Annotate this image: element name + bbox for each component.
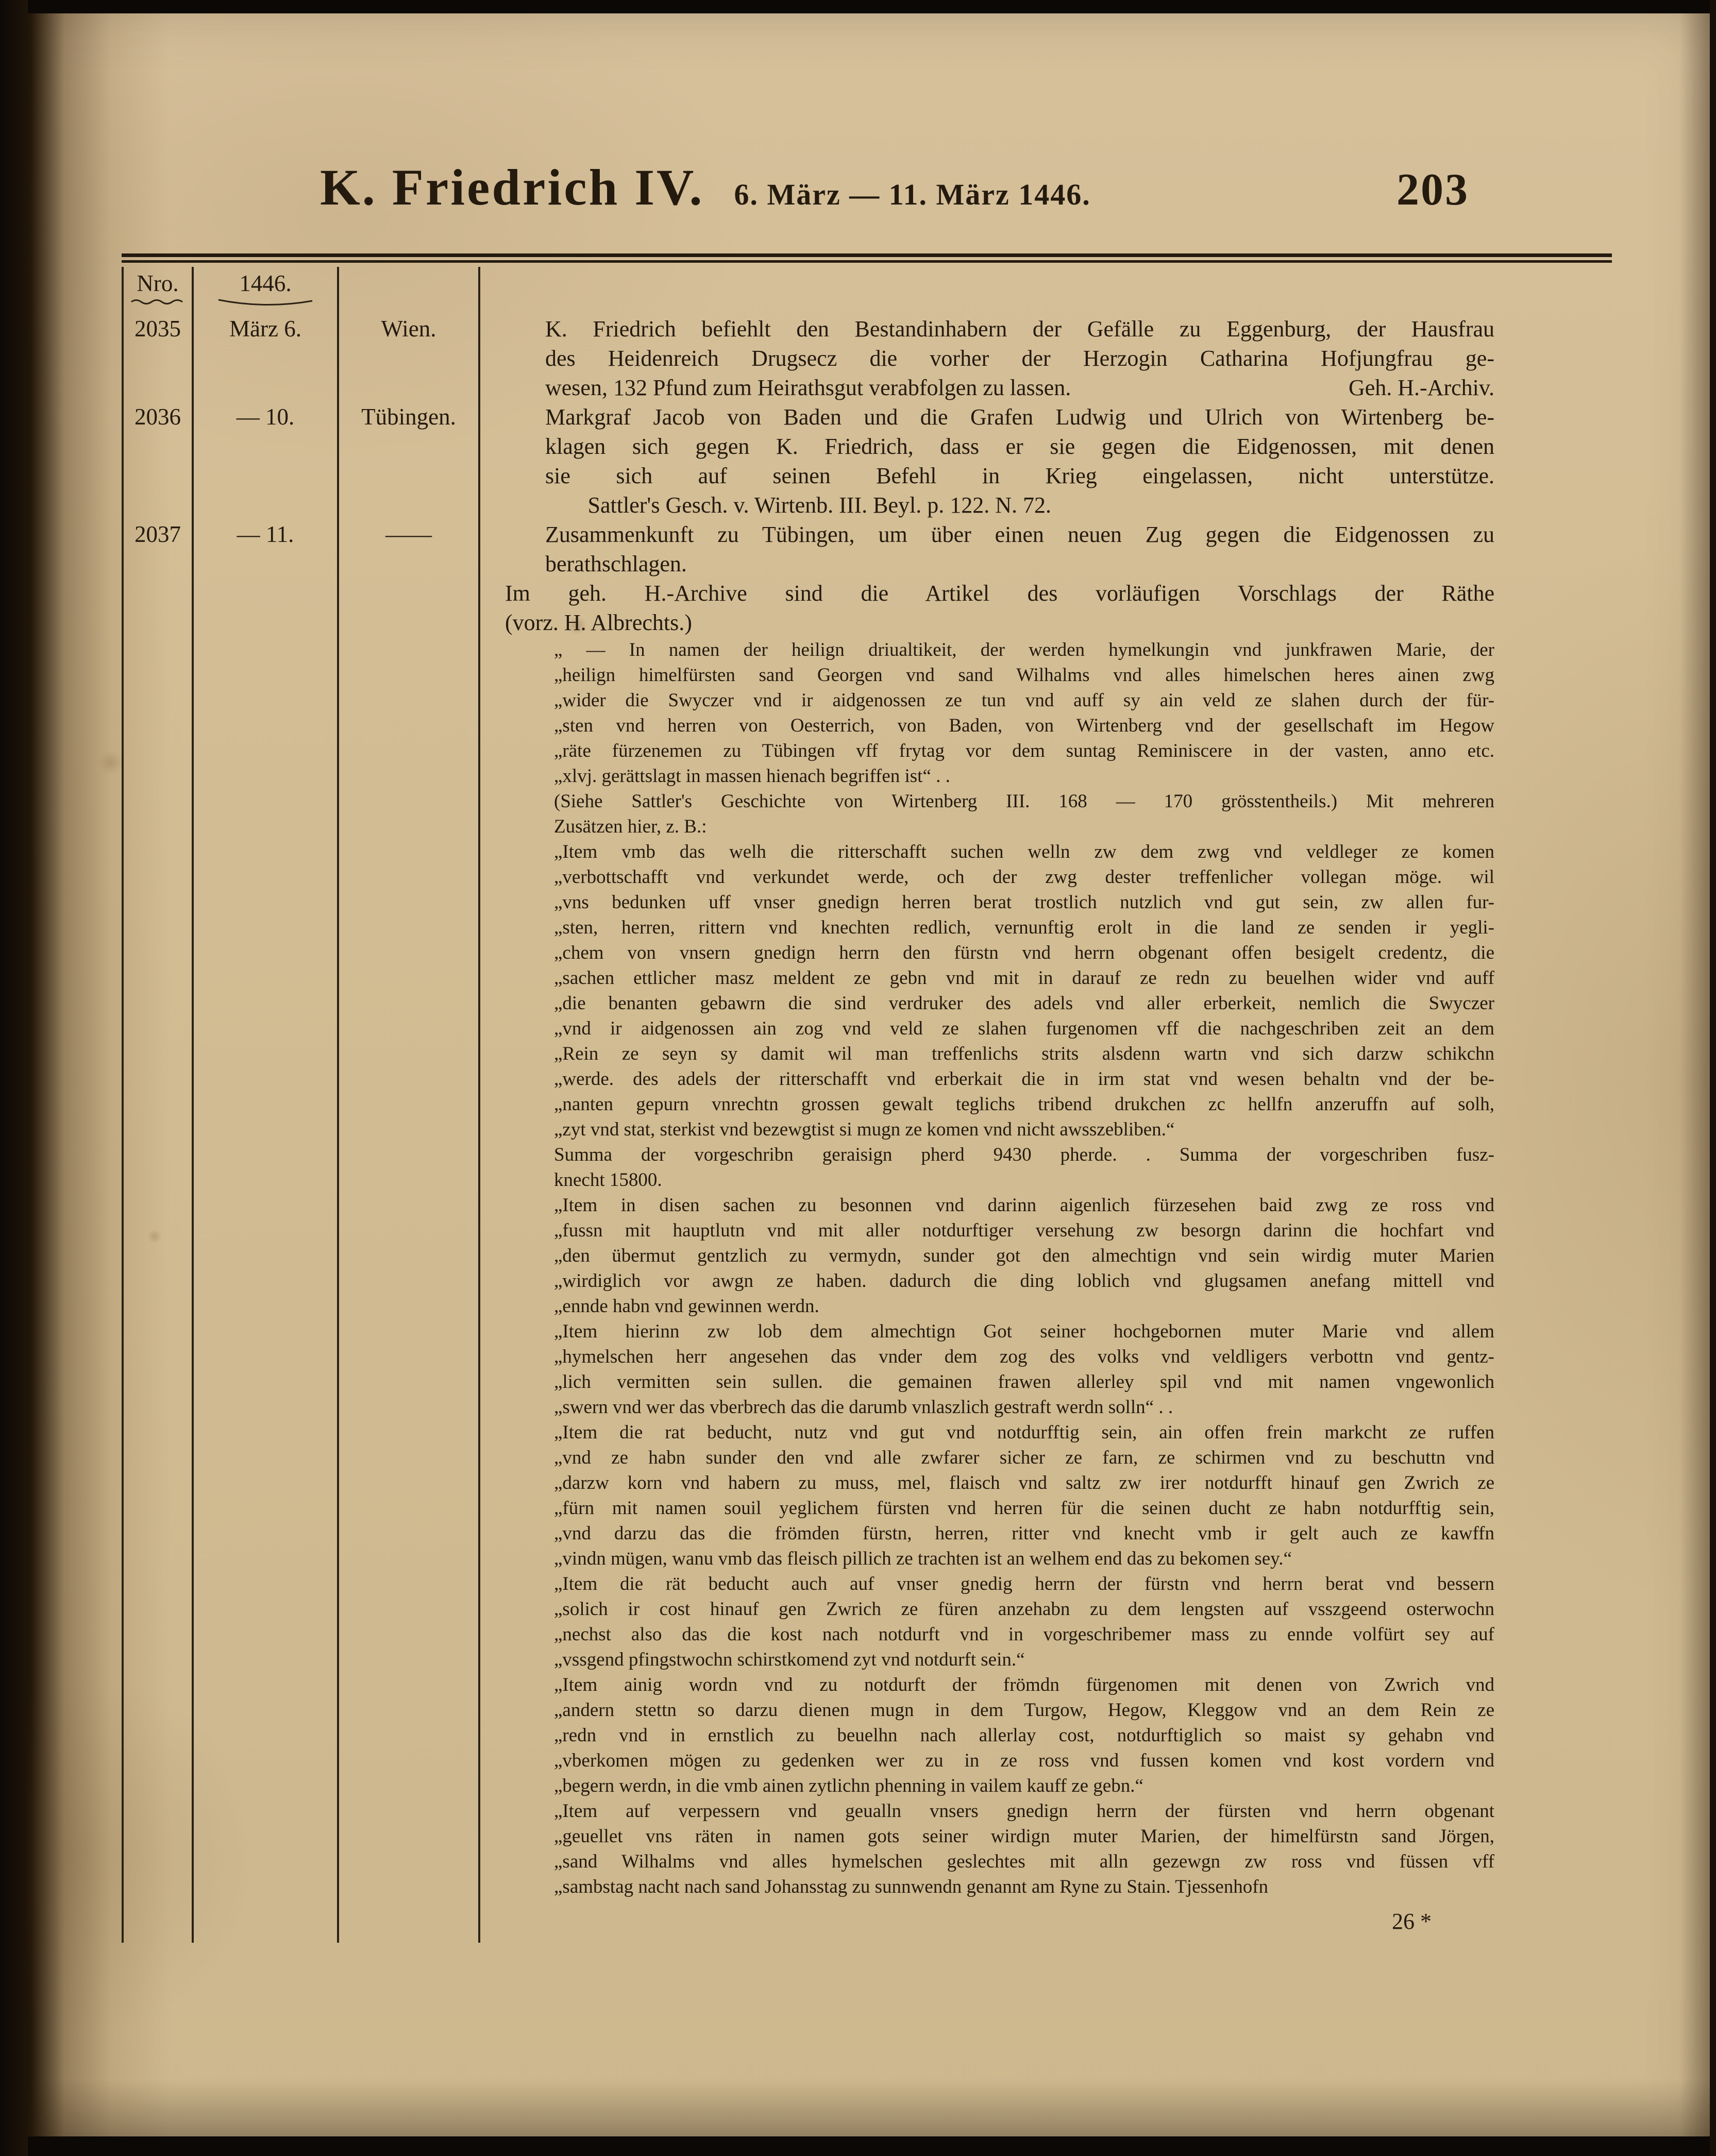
line-text: „nanten gepurn vnrechtn grossen gewalt teglichs tribend drukchen zc hellfn anzeruffn auf solh,	[554, 1094, 1494, 1115]
paragraph	[554, 839, 1494, 1142]
line-text: „fürn mit namen souil yeglichem fürsten vnd herren für die seinen ducht ze habn notdurfftig sein,	[554, 1498, 1494, 1519]
paragraph	[554, 1420, 1494, 1571]
text-line	[554, 738, 1494, 763]
line-text: „vnd ze habn sunder den vnd alle zwfarer sicher ze farn, ze schirmen vnd zu beschuttn vnd	[554, 1447, 1494, 1468]
line-text: „sand Wilhalms vnd alles hymelschen geslechtes mit alln gezewgn zw ross vnd füssen vff	[554, 1851, 1494, 1872]
entry-date-text: — 10.	[236, 404, 295, 430]
line-text: „chem von vnsern gnedign herrn den fürstn vnd herrn obgenant offen besigelt credentz, die	[554, 942, 1494, 963]
text-line	[554, 965, 1494, 991]
paragraph	[554, 1798, 1494, 1899]
entry-number-text: 2035	[134, 316, 181, 342]
line-text: „räte fürzenemen zu Tübingen vff frytag vor dem suntag Reminiscere in der vasten, anno etc.	[554, 740, 1494, 761]
line-text: klagen sich gegen K. Friedrich, dass er sie gegen die Eidgenossen, mit denen	[545, 434, 1494, 459]
text-line	[554, 789, 1494, 814]
sheet-signature: 26 *	[1392, 1909, 1432, 1934]
entry-paragraphs	[505, 520, 1494, 1899]
text-line	[554, 1647, 1494, 1672]
line-text: „sten, herren, rittern vnd knechten redlich, vernunftig erolt in die land ze senden ir yegli-	[554, 917, 1494, 938]
column-rule-filler-nro	[122, 1899, 194, 1943]
text-line	[554, 1723, 1494, 1748]
entry-place	[339, 520, 480, 1899]
text-line	[554, 814, 1494, 839]
line-text: „wirdiglich vor awgn ze haben. dadurch die ding loblich vnd glugsamen anefang mittell vnd	[554, 1270, 1494, 1292]
entry-number-text: 2037	[134, 521, 181, 547]
entry-place	[339, 402, 480, 520]
nro-label: Nro.	[137, 270, 179, 296]
line-text: wesen, 132 Pfund zum Heirathsgut verabfolgen zu lassen.	[545, 375, 1071, 400]
entry-place-text: Tübingen.	[361, 404, 456, 430]
entry-place-text: ——	[385, 521, 432, 547]
line-text: „vnd darzu das die frömden fürstn, herren, ritter vnd knecht vmb ir gelt auch ze kawffn	[554, 1523, 1494, 1544]
line-text: Sattler's Gesch. v. Wirtenb. III. Beyl. p. 122. N. 72.	[587, 493, 1051, 518]
line-text: „nechst also das die kost nach notdurft vnd in vorgeschribemer mass zu ennde volfürt sey auf	[554, 1624, 1494, 1645]
text-line	[554, 1748, 1494, 1773]
text-line	[554, 713, 1494, 738]
wavy-underline-icon	[129, 298, 186, 306]
paragraph	[505, 402, 1494, 520]
text-line	[554, 991, 1494, 1016]
text-line	[554, 763, 1494, 789]
paragraph	[554, 1193, 1494, 1319]
entry-body	[480, 520, 1612, 1899]
curved-underline-icon	[216, 298, 314, 308]
scan-edge-right	[1710, 0, 1716, 2156]
entry-paragraphs	[505, 402, 1494, 520]
column-rule-filler-date	[194, 1899, 339, 1943]
text-line	[505, 432, 1494, 461]
text-line	[554, 1218, 1494, 1243]
text-line	[554, 1344, 1494, 1369]
column-header-year	[194, 267, 339, 314]
text-line	[505, 461, 1494, 490]
line-text: „werde. des adels der ritterschafft vnd erberkait die in irm stat vnd wesen behaltn vnd der be-	[554, 1068, 1494, 1090]
text-line	[554, 1773, 1494, 1798]
text-line	[505, 402, 1494, 432]
book-gutter-edge	[0, 0, 28, 2156]
text-line	[554, 1470, 1494, 1496]
entry-date	[194, 520, 339, 1899]
line-text: „ — In namen der heilign driualtikeit, der werden hymelkungin vnd junkfrawen Marie, der	[554, 639, 1494, 660]
text-line	[554, 1672, 1494, 1697]
line-text: „Item die rät beducht auch auf vnser gnedig herrn der fürstn vnd herrn berat vnd bessern	[554, 1573, 1494, 1594]
running-head-title: K. Friedrich IV.	[320, 159, 704, 216]
text-line	[554, 1849, 1494, 1874]
column-header-nro	[122, 267, 194, 314]
text-line	[554, 839, 1494, 864]
text-line	[554, 1874, 1494, 1899]
entry-body	[480, 314, 1612, 402]
text-line	[554, 1066, 1494, 1092]
text-line	[554, 1294, 1494, 1319]
line-text: „Rein ze seyn sy damit wil man treffenlichs strits alsdenn wartn vnd sich darzw schikchn	[554, 1043, 1494, 1064]
text-line	[554, 940, 1494, 965]
entry-place-text: Wien.	[381, 316, 436, 342]
entry-date	[194, 314, 339, 402]
line-text: „xlvj. gerättslagt in massen hienach begriffen ist“ . .	[554, 766, 950, 787]
line-text: sie sich auf seinen Befehl in Krieg eingelassen, nicht unterstütze.	[545, 463, 1494, 488]
entry-number	[122, 520, 194, 1899]
column-rule-filler-place	[339, 1899, 480, 1943]
text-line	[554, 1243, 1494, 1268]
text-line	[554, 1571, 1494, 1597]
entry-number-text: 2036	[134, 404, 181, 430]
scan-edge-top	[0, 0, 1716, 13]
text-line	[554, 688, 1494, 713]
text-line	[505, 520, 1494, 549]
header-double-rule	[122, 253, 1612, 263]
regesta-table	[122, 267, 1612, 1943]
page-header	[122, 158, 1612, 217]
paragraph	[505, 520, 1494, 579]
line-text: „sachen ettlicher masz meldent ze gebn vnd mit in darauf ze redn zu beuelhen wider vnd auff	[554, 967, 1494, 989]
text-line	[505, 490, 1051, 520]
text-line	[554, 1546, 1494, 1571]
text-line	[554, 1117, 1494, 1142]
entry-date	[194, 402, 339, 520]
entry-place	[339, 314, 480, 402]
text-line	[554, 1824, 1494, 1849]
text-line	[554, 1193, 1494, 1218]
line-text: (vorz. H. Albrechts.)	[505, 610, 692, 635]
column-header-text	[480, 267, 1612, 314]
text-line	[554, 637, 1494, 663]
column-header-place	[339, 267, 480, 314]
line-text: Zusätzen hier, z. B.:	[554, 816, 707, 837]
paragraph	[554, 1142, 1494, 1193]
line-text: „darzw korn vnd habern zu muss, mel, flaisch vnd saltz zw irer notdurfft hinauf gen Zwrich ze	[554, 1472, 1494, 1493]
line-text: K. Friedrich befiehlt den Bestandinhabern der Gefälle zu Eggenburg, der Hausfrau	[545, 316, 1494, 342]
line-text: „Item ainig wordn vnd zu notdurft der frömdn fürgenomen mit denen von Zwrich vnd	[554, 1674, 1494, 1695]
text-line	[554, 1369, 1494, 1395]
line-text: „lich vermitten sein sullen. die gemainen frawen allerley spil vnd mit namen vngewonlich	[554, 1371, 1494, 1393]
paragraph	[505, 579, 1494, 637]
text-line	[505, 314, 1494, 344]
entry-body	[480, 402, 1612, 520]
line-text: knecht 15800.	[554, 1169, 662, 1191]
text-line	[554, 663, 1494, 688]
entry-number	[122, 314, 194, 402]
paragraph	[554, 1319, 1494, 1420]
page-number: 203	[1397, 165, 1469, 215]
line-text: Summa der vorgeschribn geraisign pherd 9430 pherde. . Summa der vorgeschriben fusz-	[554, 1144, 1494, 1165]
text-line	[554, 1092, 1494, 1117]
text-line	[554, 1798, 1494, 1824]
paragraph	[505, 314, 1494, 402]
entry-date-text: März 6.	[229, 316, 301, 342]
text-line	[505, 373, 1494, 402]
line-text: „Item in disen sachen zu besonnen vnd darinn aigenlich fürzesehen baid zwg ze ross vnd	[554, 1195, 1494, 1216]
source-reference: Geh. H.-Archiv.	[1348, 375, 1494, 400]
line-text: „Item hierinn zw lob dem almechtign Got seiner hochgebornen muter Marie vnd allem	[554, 1321, 1494, 1342]
text-line	[554, 1445, 1494, 1470]
line-text: „solich ir cost hinauf gen Zwrich ze füren anzehabn zu dem lengsten auf vsszgeend osterwochn	[554, 1599, 1494, 1620]
running-head-date-range: 6. März — 11. März 1446.	[734, 178, 1091, 211]
text-line	[554, 1167, 1494, 1193]
line-text: „andern stettn so darzu dienen mugn in dem Turgow, Hegow, Kleggow vnd an dem Rein ze	[554, 1700, 1494, 1721]
entry-paragraphs	[505, 314, 1494, 402]
line-text: „sten vnd herren von Oesterrich, von Baden, von Wirtenberg vnd der gesellschaft im Hegow	[554, 715, 1494, 736]
entry-number	[122, 402, 194, 520]
line-text: „vberkomen mögen zu gedenken wer zu in ze ross vnd fussen komen vnd kost vordern vnd	[554, 1750, 1494, 1771]
line-text: „redn vnd in ernstlich zu beuelhn nach allerlay cost, notdurftiglich so maist sy gehabn vnd	[554, 1725, 1494, 1746]
line-text: „vssgend pfingstwochn schirstkomend zyt vnd notdurft sein.“	[554, 1649, 1025, 1670]
text-line	[554, 864, 1494, 890]
line-text: des Heidenreich Drugsecz die vorher der Herzogin Catharina Hofjungfrau ge-	[545, 346, 1494, 371]
paragraph	[554, 637, 1494, 789]
text-line	[554, 1395, 1494, 1420]
line-text: Markgraf Jacob von Baden und die Grafen Ludwig und Ulrich von Wirtenberg be-	[545, 404, 1494, 430]
line-text: „heilign himelfürsten sand Georgen vnd sand Wilhalms vnd alles himelschen heres ainen zwg	[554, 665, 1494, 686]
line-text: „geuellet vns räten in namen gots seiner wirdign muter Marien, der himelfürstn sand Jörgen,	[554, 1826, 1494, 1847]
line-text: „sambstag nacht nach sand Johansstag zu sunnwendn genannt am Ryne zu Stain. Tjessenhofn	[554, 1876, 1269, 1897]
line-text: (Siehe Sattler's Geschichte von Wirtenberg III. 168 — 170 grösstentheils.) Mit mehreren	[554, 791, 1494, 812]
line-text: „swern vnd wer das vberbrech das die darumb vnlaszlich gestraft werdn solln“ . .	[554, 1397, 1173, 1418]
line-text: „den übermut gentzlich zu vermydn, sunder got den almechtign vnd sein wirdig muter Marien	[554, 1245, 1494, 1266]
paragraph	[554, 1571, 1494, 1672]
line-text: „Item auf verpessern vnd geualln vnsers gnedign herrn der fürsten vnd herrn obgenant	[554, 1801, 1494, 1822]
text-line	[554, 1496, 1494, 1521]
text-line	[505, 549, 1494, 579]
text-line	[554, 1622, 1494, 1647]
text-line	[554, 890, 1494, 915]
footer-area	[480, 1899, 1612, 1943]
text-line	[554, 1521, 1494, 1546]
line-text: „verbottschafft vnd verkundet werde, och der zwg dester treffenlicher vollegan möge. wil	[554, 867, 1494, 888]
text-line	[554, 1142, 1494, 1167]
line-text: „fussn mit hauptlutn vnd mit aller notdurftiger versehung zw besorgn darinn die hochfart vnd	[554, 1220, 1494, 1241]
text-line	[554, 1697, 1494, 1723]
text-line	[554, 1041, 1494, 1066]
line-text: „zyt vnd stat, sterkist vnd bezewgtist si mugn ze komen vnd nicht awsszebliben.“	[554, 1119, 1175, 1140]
line-text: „vns bedunken uff vnser gnedign herren berat trostlich nutzlich vnd gut sein, zw allen fur-	[554, 892, 1494, 913]
text-line	[554, 1268, 1494, 1294]
text-line	[554, 1016, 1494, 1041]
text-line	[505, 608, 1494, 637]
text-line	[505, 344, 1494, 373]
line-text: „hymelschen herr angesehen das vnder dem zog des volks vnd veldligers verbottn vnd gentz-	[554, 1346, 1494, 1367]
text-line	[505, 579, 1494, 608]
line-text: „vindn mügen, wanu vmb das fleisch pillich ze trachten ist an welhem end das zu bekomen sey.“	[554, 1548, 1292, 1569]
line-text: „begern werdn, in die vmb ainen zytlichn phenning in vailem kauff ze gebn.“	[554, 1775, 1143, 1796]
line-text: „Item die rat beducht, nutz vnd gut vnd notdurfftig sein, ain offen frein markcht ze ruffen	[554, 1422, 1494, 1443]
line-text: berathschlagen.	[545, 551, 687, 576]
text-line	[554, 1420, 1494, 1445]
text-line	[554, 1597, 1494, 1622]
line-text: Im geh. H.-Archive sind die Artikel des vorläufigen Vorschlags der Räthe	[505, 581, 1494, 606]
line-text: „Item vmb das welh die ritterschafft suchen welln zw dem zwg vnd veldleger ze komen	[554, 841, 1494, 862]
line-text: „wider die Swyczer vnd ir aidgenossen ze tun vnd auff sy ain veld ze slahen durch der für-	[554, 690, 1494, 711]
year-label: 1446.	[239, 270, 292, 296]
line-text: „vnd ir aidgenossen ain zog vnd veld ze slahen furgenomen vff die nachgeschriben zeit an dem	[554, 1018, 1494, 1039]
line-text: „die benanten gebawrn die sind verdruker des adels vnd aller erberkeit, nemlich die Swyczer	[554, 993, 1494, 1014]
paragraph	[554, 1672, 1494, 1798]
line-text: Zusammenkunft zu Tübingen, um über einen neuen Zug gegen die Eidgenossen zu	[545, 522, 1494, 547]
entry-date-text: — 11.	[237, 521, 294, 547]
paragraph	[554, 789, 1494, 839]
text-line	[554, 915, 1494, 940]
text-line	[554, 1319, 1494, 1344]
line-text: „ennde habn vnd gewinnen werdn.	[554, 1296, 819, 1317]
scan-edge-bottom	[0, 2136, 1716, 2156]
